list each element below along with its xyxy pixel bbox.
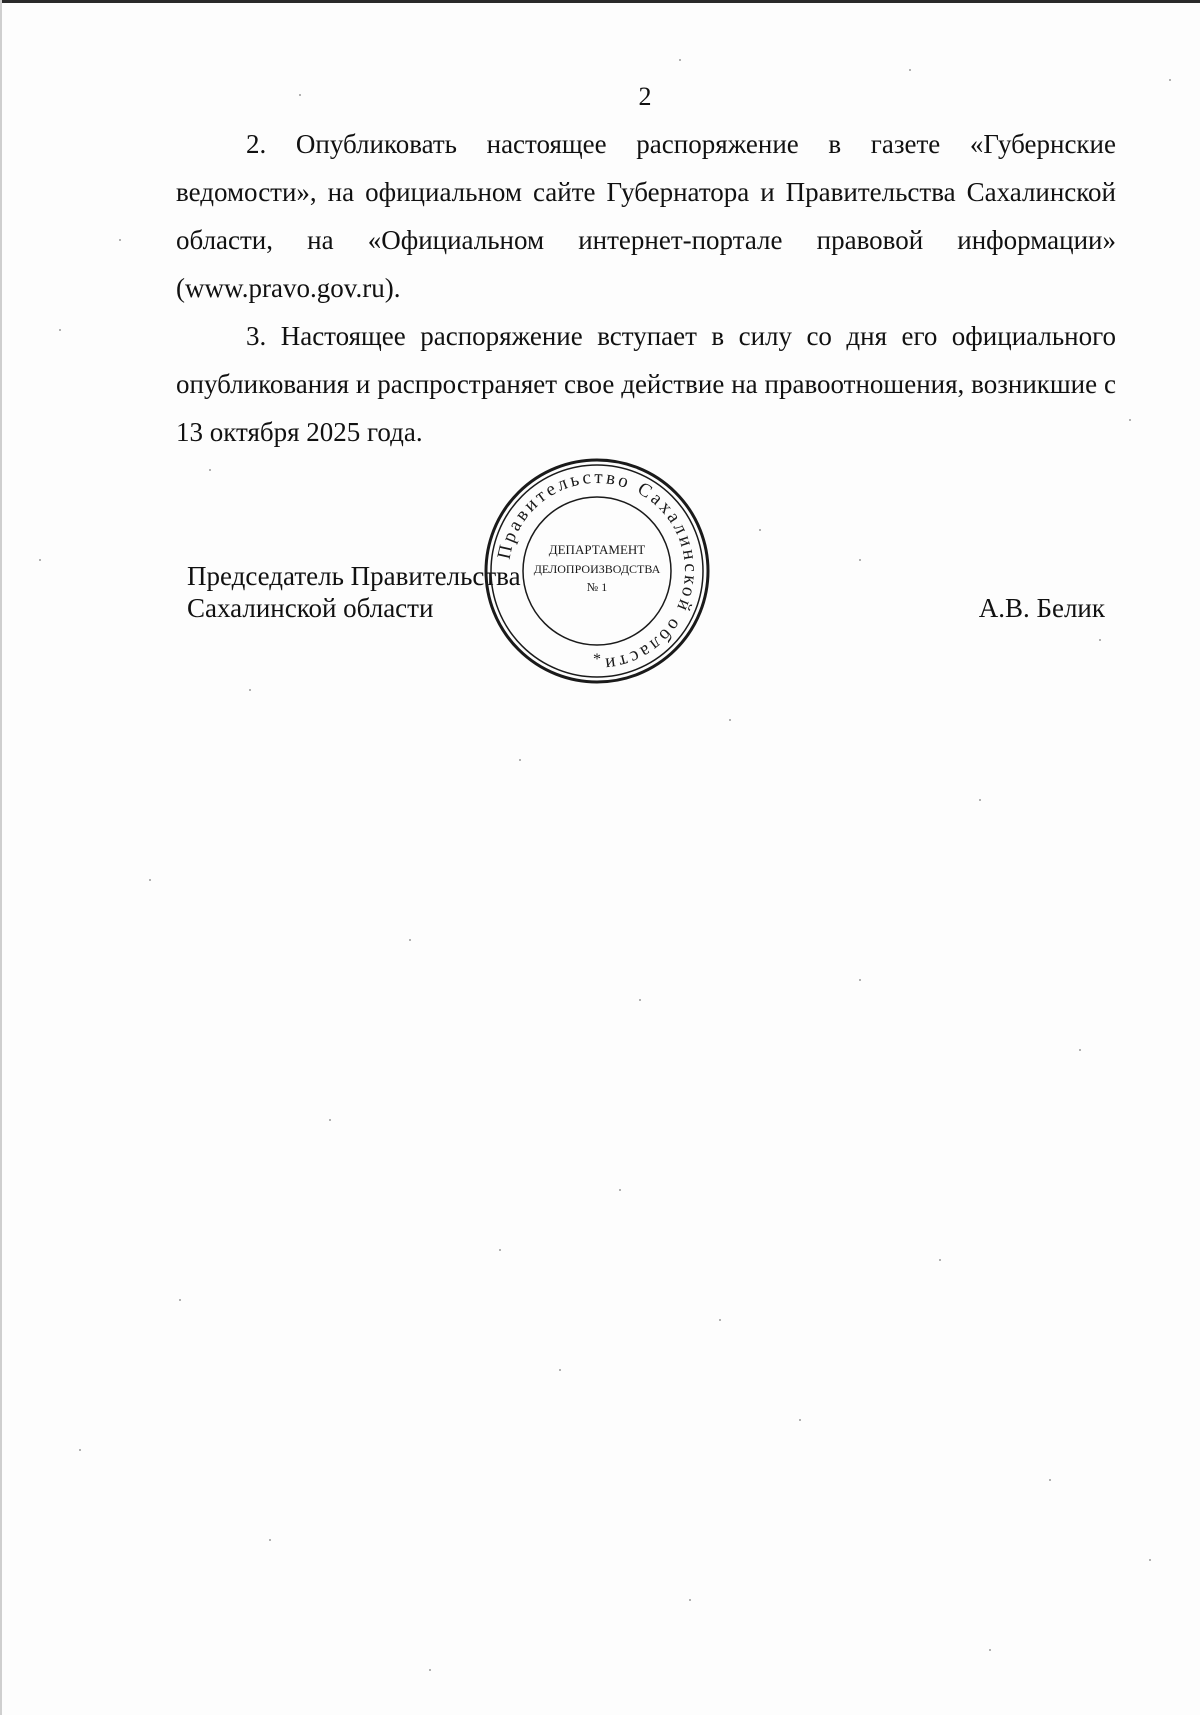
signatory-name: А.В. Белик — [978, 593, 1105, 623]
stamp-inner-line-2: ДЕЛОПРОИЗВОДСТВА — [533, 562, 661, 576]
page-number: 2 — [638, 82, 652, 111]
scan-left-edge — [0, 0, 2, 1715]
signatory-title — [187, 560, 521, 624]
paragraph-2: 2. Опубликовать настоящее распоряжение в газете «Губернские ведомости», на официальном сайте Губернатора и Правительства Сахалинской области, на «Официальном интернет-портале правовой информации» (www.pravo.gov.ru). — [176, 129, 1116, 303]
stamp-ring-text: Правительство Сахалинской области — [493, 466, 702, 675]
signatory-title-line-1: Председатель Правительства — [187, 561, 521, 591]
document-body — [176, 120, 1116, 456]
scan-top-edge — [0, 0, 1200, 3]
stamp-seal-icon — [482, 456, 712, 686]
stamp-inner-line-3: № 1 — [586, 580, 608, 594]
signatory-title-line-2: Сахалинской области — [187, 593, 434, 623]
stamp-inner-line-1: ДЕПАРТАМЕНТ — [548, 542, 646, 557]
paragraph-3: 3. Настоящее распоряжение вступает в силу со дня его официального опубликования и распространяет свое действие на правоотношения, возникшие с 13 октября 2025 года. — [176, 321, 1116, 447]
official-stamp — [482, 456, 712, 686]
stamp-star-icon: * — [593, 651, 601, 668]
